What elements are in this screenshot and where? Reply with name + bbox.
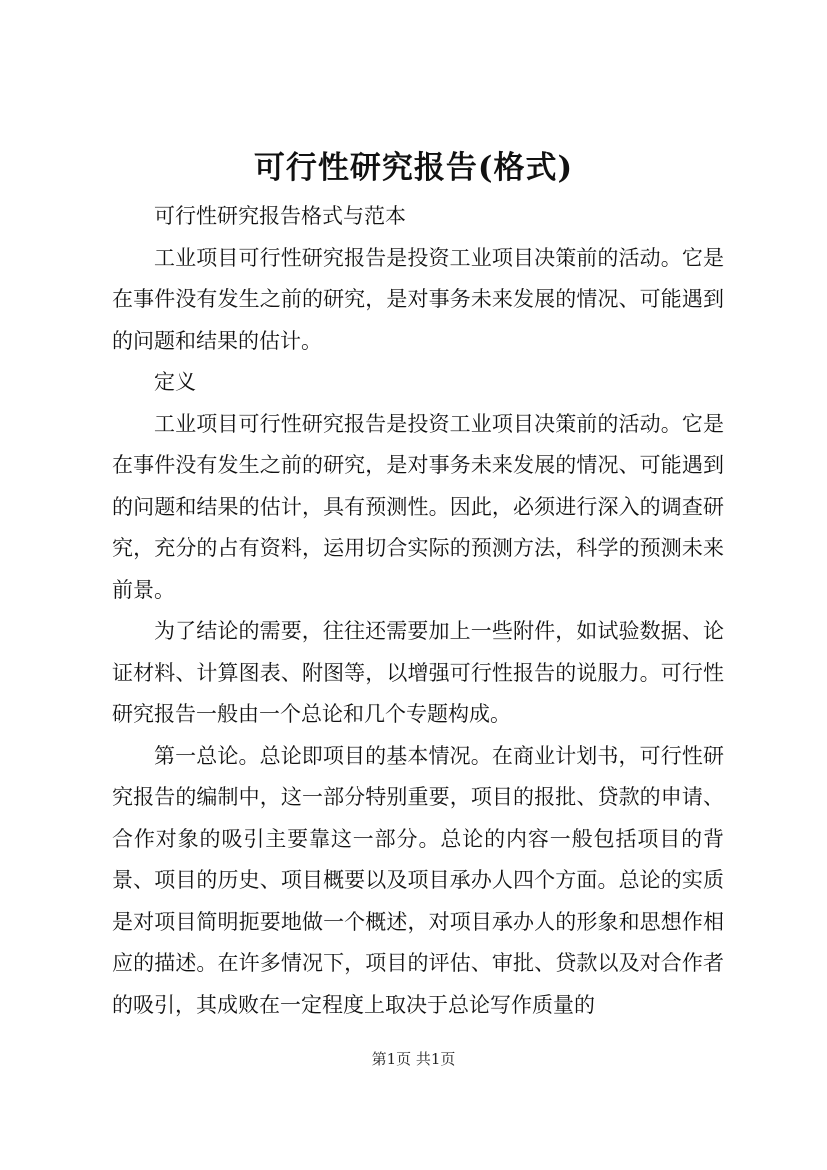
paragraph-attachments: 为了结论的需要，往往还需要加上一些附件，如试验数据、论证材料、计算图表、附图等，以增强可行性报告的说服力。可行性研究报告一般由一个总论和几个专题构成。 [112, 619, 724, 726]
document-body [112, 196, 724, 1026]
paragraph-overview: 第一总论。总论即项目的基本情况。在商业计划书，可行性研究报告的编制中，这一部分特别重要，项目的报批、贷款的申请、合作对象的吸引主要靠这一部分。总论的内容一般包括项目的背景、项目的历史、项目概要以及项目承办人四个方面。总论的实质是对项目简明扼要地做一个概述，对项目承办人的形象和思想作相应的描述。在许多情况下，项目的评估、审批、贷款以及对合作者的吸引，其成败在一定程度上取决于总论写作质量的 [112, 743, 724, 1017]
paragraph-subtitle: 可行性研究报告格式与范本 [154, 204, 406, 228]
paragraph-heading-definition: 定义 [154, 370, 196, 394]
page-title: 可行性研究报告(格式) [253, 150, 574, 186]
page-footer: 第1页 共1页 [371, 1050, 456, 1068]
paragraph-definition: 工业项目可行性研究报告是投资工业项目决策前的活动。它是在事件没有发生之前的研究，是对事务未来发展的情况、可能遇到的问题和结果的估计，具有预测性。因此，必须进行深入的调查研究，充分的占有资料，运用切合实际的预测方法，科学的预测未来前景。 [112, 411, 724, 602]
paragraph-intro: 工业项目可行性研究报告是投资工业项目决策前的活动。它是在事件没有发生之前的研究，是对事务未来发展的情况、可能遇到的问题和结果的估计。 [112, 245, 724, 353]
